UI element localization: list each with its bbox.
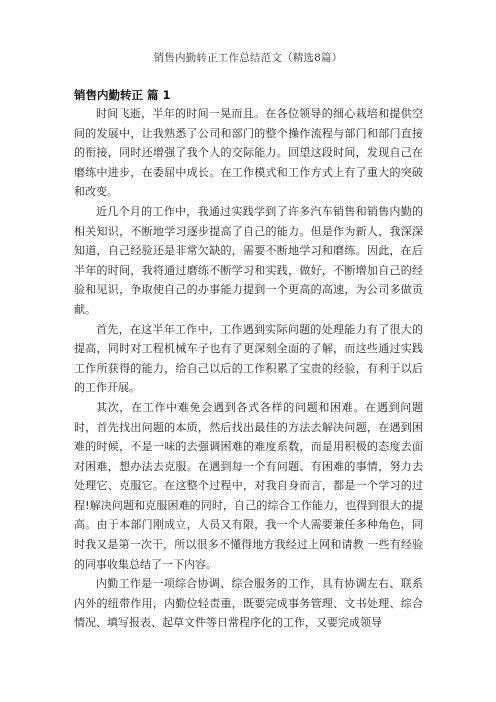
paragraph-1: 时间飞逝，半年的时间一晃而且。在各位领导的细心栽培和提供空间的发展中，让我熟悉了公司和部门的整个操作流程与部门和部门直接的衔接，同时还增强了我个人的交际能力。回望这段时间，发现自己在磨练中进步，在委屈中成长。在工作模式和工作方式上有了重大的突破和改变。 (74, 107, 423, 199)
document-body (74, 86, 423, 633)
section-title: 销售内勤转正 篇 1 (74, 88, 171, 102)
paragraph-4: 其次，在工作中难免会遇到各式各样的问题和困难。在遇到问题时，首先找出问题的本质，然后找出最佳的方法去解决问题，在遇到困难的时候，不是一味的去强调困难的难度系数，而是用积极的态度去面对困难，想办法去克服。在遇到每一个有问题、有困难的事情，努力去处理它、克服它。在这整个过程中，对我自身而言，都是一个学习的过程!解决问题和克服困难的同时，自己的综合工作能力，也得到很大的提高。由于本部门刚成立，人员又有限，我一个人需要兼任多种角色，同时我又是第一次干，所以很多不懂得地方我经过上网和请教 一些有经验的同事收集总结了一下内容。 (74, 400, 423, 571)
paragraph-5: 内勤工作是一项综合协调、综合服务的工作，具有协调左右、联系内外的纽带作用，内勤位轻责重，既要完成事务管理、文书处理、综合情况、填写报表、起草文件等日常程序化的工作，又要完成领导 (74, 577, 423, 630)
document-header-title: 销售内勤转正工作总结范文（精选8篇） (153, 52, 343, 64)
paragraph-3: 首先，在这半年工作中，工作遇到实际问题的处理能力有了很大的提高，同时对工程机械车子也有了更深刻全面的了解，而这些通过实践工作所获得的能力，给自己以后的工作积累了宝贵的经验，有利于以后的工作开展。 (74, 322, 423, 395)
paragraph-2: 近几个月的工作中，我通过实践学到了许多汽车销售和销售内勤的相关知识，不断地学习逐步提高了自己的能力。但是作为新人，我深深知道，自己经验还是非常欠缺的，需要不断地学习和磨练。因此，在后半年的时间，我将通过磨练不断学习和实践，做好，不断增加自己的经验和见识，争取使自己的办事能力提到一个更高的高速，为公司多做贡献。 (74, 204, 423, 316)
